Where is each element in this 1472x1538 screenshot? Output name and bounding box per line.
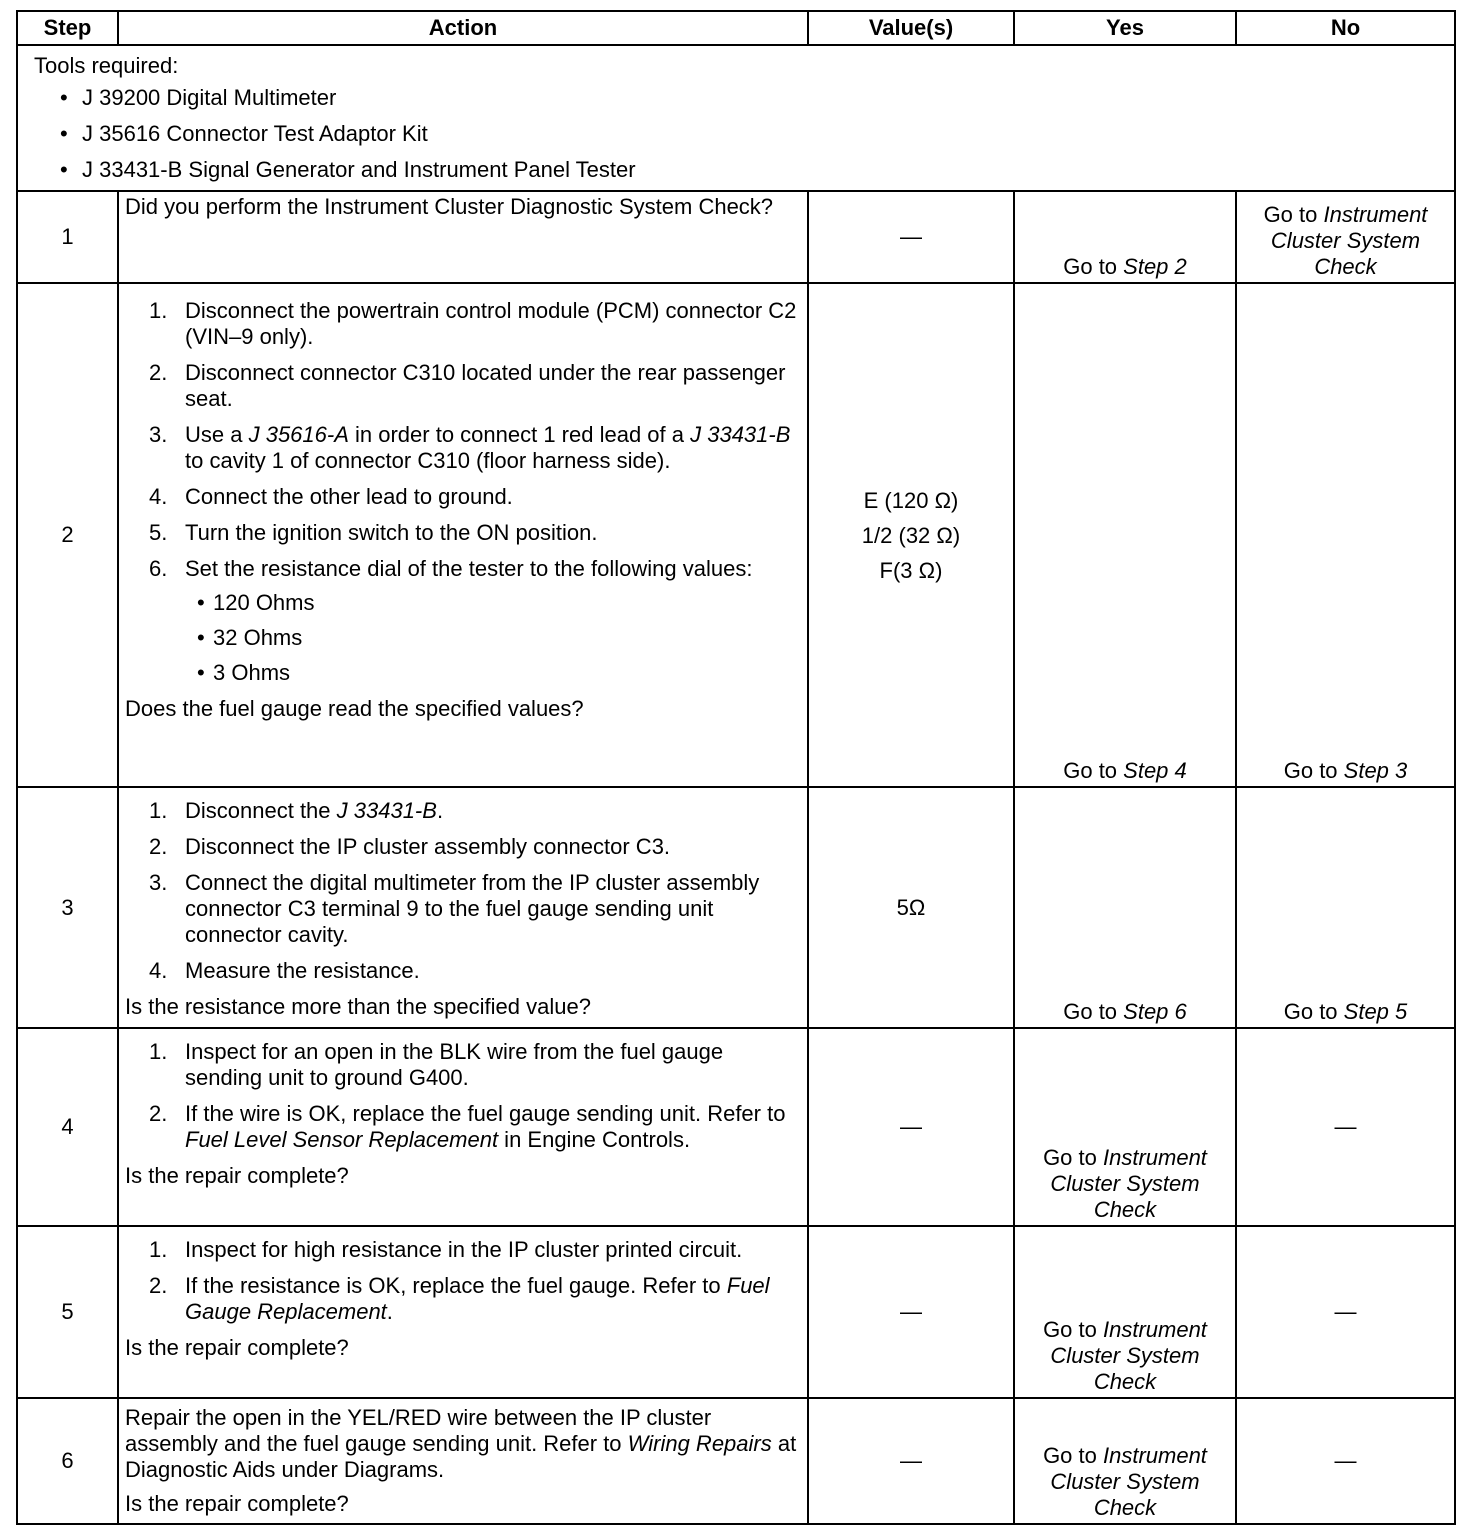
- resistance-values-list: [185, 590, 801, 686]
- yes-cell: [1014, 191, 1236, 283]
- no-prefix: Go to: [1263, 202, 1324, 227]
- item-ref: J 35616-A: [248, 422, 349, 447]
- no-cell: [1236, 283, 1455, 787]
- item-number: 1.: [149, 798, 168, 823]
- list-item: • 3 Ohms: [185, 660, 801, 686]
- tool-item: • J 39200 Digital Multimeter: [34, 85, 1438, 111]
- item-text: Set the resistance dial of the tester to the following values:: [185, 556, 753, 581]
- item-text: Turn the ignition switch to the ON position.: [185, 520, 598, 545]
- action-cell: [118, 1226, 808, 1398]
- no-cell: [1236, 787, 1455, 1028]
- list-item: [125, 484, 801, 510]
- no-prefix: Go to: [1283, 999, 1344, 1024]
- no-cell: —: [1236, 1028, 1455, 1226]
- no-ref: Step 3: [1343, 758, 1408, 783]
- yes-ref: Instrument Cluster System Check: [1050, 1317, 1207, 1394]
- question-text: Is the repair complete?: [125, 1163, 349, 1188]
- item-number: 5.: [149, 520, 168, 545]
- item-number: 6.: [149, 556, 168, 581]
- list-item: [125, 422, 801, 474]
- yes-prefix: Go to: [1063, 758, 1124, 783]
- item-text: .: [386, 1299, 393, 1324]
- item-number: 2.: [149, 1273, 168, 1298]
- item-number: 4.: [149, 484, 168, 509]
- value-line: F(3 Ω): [879, 557, 943, 583]
- list-item: [125, 520, 801, 546]
- item-text: in Engine Controls.: [498, 1127, 691, 1152]
- value-line: 1/2 (32 Ω): [861, 522, 961, 548]
- header-action: Action: [118, 11, 808, 45]
- list-item: [125, 1237, 801, 1263]
- value-line: E (120 Ω): [863, 487, 959, 513]
- item-number: 1.: [149, 298, 168, 323]
- question-text: Is the repair complete?: [125, 1491, 349, 1516]
- yes-ref: Instrument Cluster System Check: [1050, 1145, 1207, 1222]
- yes-cell: [1014, 1398, 1236, 1524]
- item-text: Inspect for high resistance in the IP cluster printed circuit.: [185, 1237, 743, 1262]
- item-ref: Wiring Repairs: [627, 1431, 772, 1456]
- item-text: in order to connect 1 red lead of a: [348, 422, 691, 447]
- header-step: Step: [17, 11, 118, 45]
- item-text: Disconnect connector C310 located under the rear passenger seat.: [185, 360, 786, 411]
- no-ref: Instrument Cluster System Check: [1270, 202, 1428, 279]
- list-item: • 32 Ohms: [185, 625, 801, 651]
- step-number: 3: [17, 787, 118, 1028]
- question-text: Does the fuel gauge read the specified values?: [125, 696, 584, 721]
- item-text: Measure the resistance.: [185, 958, 420, 983]
- yes-ref: Instrument Cluster System Check: [1050, 1443, 1207, 1520]
- item-ref: Fuel Level Sensor Replacement: [185, 1127, 499, 1152]
- item-ref: Fuel Gauge Replacement: [185, 1273, 770, 1324]
- item-ref: J 33431-B: [336, 798, 437, 823]
- item-text: Disconnect the: [185, 798, 337, 823]
- step-number: 2: [17, 283, 118, 787]
- list-item: [125, 798, 801, 824]
- list-item: [125, 870, 801, 948]
- item-number: 1.: [149, 1237, 168, 1262]
- no-cell: —: [1236, 1226, 1455, 1398]
- item-number: 3.: [149, 870, 168, 895]
- step-number: 4: [17, 1028, 118, 1226]
- item-text: Disconnect the powertrain control module (PCM) connector C2 (VIN–9 only).: [185, 298, 797, 349]
- header-yes: Yes: [1014, 11, 1236, 45]
- list-item: [125, 834, 801, 860]
- step-number: 6: [17, 1398, 118, 1524]
- value-cell: [808, 283, 1014, 787]
- action-cell: [118, 787, 808, 1028]
- item-number: 2.: [149, 834, 168, 859]
- tool-item: • J 35616 Connector Test Adaptor Kit: [34, 121, 1438, 147]
- tools-row: [17, 45, 1455, 191]
- table-row: [17, 283, 1455, 787]
- item-text: If the wire is OK, replace the fuel gauge sending unit. Refer to: [185, 1101, 786, 1126]
- table-row: [17, 787, 1455, 1028]
- yes-ref: Step 6: [1123, 999, 1187, 1024]
- yes-cell: [1014, 1226, 1236, 1398]
- item-number: 1.: [149, 1039, 168, 1064]
- item-text: Inspect for an open in the BLK wire from the fuel gauge sending unit to ground G400.: [185, 1039, 724, 1090]
- item-text: Disconnect the IP cluster assembly connector C3.: [185, 834, 671, 859]
- list-item: • 120 Ohms: [185, 590, 801, 616]
- diagnostic-table: [16, 10, 1456, 1525]
- list-item: [125, 298, 801, 350]
- list-item: [125, 1039, 801, 1091]
- item-text: Connect the other lead to ground.: [185, 484, 513, 509]
- yes-prefix: Go to: [1043, 1317, 1103, 1342]
- yes-ref: Step 4: [1123, 758, 1187, 783]
- action-text: [125, 1405, 801, 1483]
- yes-prefix: Go to: [1063, 999, 1124, 1024]
- yes-cell: [1014, 787, 1236, 1028]
- question-text: Is the resistance more than the specified value?: [125, 994, 591, 1019]
- table-row: [17, 191, 1455, 283]
- item-number: 2.: [149, 1101, 168, 1126]
- value-cell: —: [808, 191, 1014, 283]
- table-row: [17, 1226, 1455, 1398]
- list-item: [125, 360, 801, 412]
- item-number: 3.: [149, 422, 168, 447]
- yes-prefix: Go to: [1043, 1145, 1103, 1170]
- list-item: [125, 1101, 801, 1153]
- header-no: No: [1236, 11, 1455, 45]
- value-cell: —: [808, 1226, 1014, 1398]
- question-text: Is the repair complete?: [125, 1335, 349, 1360]
- yes-cell: [1014, 283, 1236, 787]
- tool-item: • J 33431-B Signal Generator and Instrument Panel Tester: [34, 157, 1438, 183]
- item-text: at Diagnostic Aids under Diagrams.: [125, 1431, 797, 1482]
- table-row: [17, 1028, 1455, 1226]
- action-steps: [125, 1039, 801, 1153]
- list-item: [125, 1273, 801, 1325]
- item-text: If the resistance is OK, replace the fuel gauge. Refer to: [185, 1273, 727, 1298]
- value-cell: —: [808, 1398, 1014, 1524]
- action-steps: [125, 1237, 801, 1325]
- yes-ref: Step 2: [1123, 254, 1187, 279]
- item-number: 4.: [149, 958, 168, 983]
- list-item: [125, 556, 801, 686]
- step-number: 1: [17, 191, 118, 283]
- no-ref: Step 5: [1343, 999, 1408, 1024]
- tools-title: Tools required:: [34, 53, 179, 78]
- item-number: 2.: [149, 360, 168, 385]
- step-number: 5: [17, 1226, 118, 1398]
- action-steps: [125, 298, 801, 686]
- yes-prefix: Go to: [1043, 1443, 1103, 1468]
- item-text: Use a: [185, 422, 249, 447]
- tools-cell: [17, 45, 1455, 191]
- action-cell: [118, 283, 808, 787]
- header-values: Value(s): [808, 11, 1014, 45]
- action-cell: [118, 1028, 808, 1226]
- value-cell: —: [808, 1028, 1014, 1226]
- header-row: [17, 11, 1455, 45]
- tools-list: [34, 85, 1438, 183]
- value-cell: 5Ω: [808, 787, 1014, 1028]
- item-text: Connect the digital multimeter from the IP cluster assembly connector C3 terminal 9 to the fuel gauge sending unit connector cavity.: [185, 870, 760, 947]
- item-text: .: [436, 798, 444, 823]
- item-ref: J 33431-B: [690, 422, 791, 447]
- no-cell: —: [1236, 1398, 1455, 1524]
- no-prefix: Go to: [1283, 758, 1344, 783]
- yes-prefix: Go to: [1063, 254, 1124, 279]
- table-row: [17, 1398, 1455, 1524]
- action-cell: [118, 191, 808, 283]
- item-text: to cavity 1 of connector C310 (floor harness side).: [185, 448, 671, 473]
- list-item: [125, 958, 801, 984]
- action-cell: [118, 1398, 808, 1524]
- no-cell: [1236, 191, 1455, 283]
- yes-cell: [1014, 1028, 1236, 1226]
- action-text: Did you perform the Instrument Cluster Diagnostic System Check?: [125, 194, 774, 219]
- item-text: Repair the open in the YEL/RED wire between the IP cluster assembly and the fuel gauge sending unit. Refer to: [125, 1405, 712, 1456]
- action-steps: [125, 798, 801, 984]
